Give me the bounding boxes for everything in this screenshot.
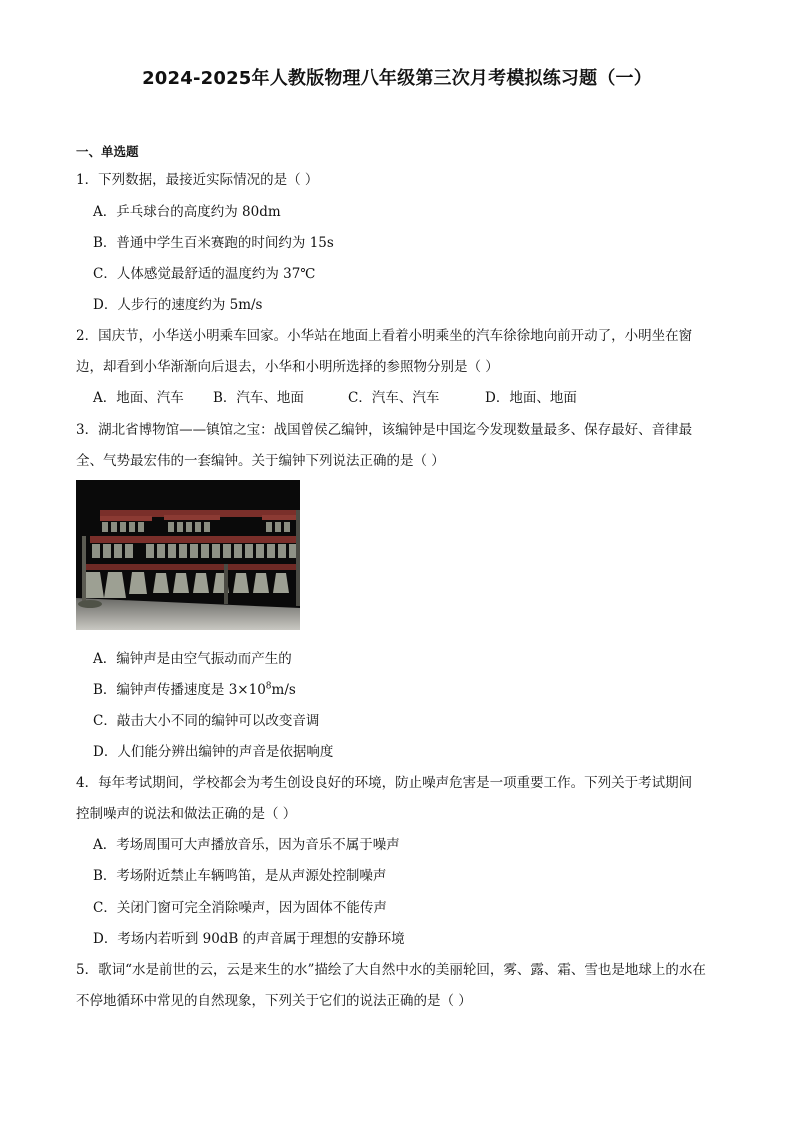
question-2-option-d: D．地面、地面 (485, 390, 577, 406)
question-4-option-a: A．考场周围可大声播放音乐，因为音乐不属于噪声 (93, 837, 400, 853)
question-4-option-c: C．关闭门窗可完全消除噪声，因为固体不能传声 (93, 900, 387, 916)
bells-illustration (76, 480, 300, 630)
question-1-stem: 1．下列数据，最接近实际情况的是（ ） (76, 172, 319, 188)
question-4-stem-line-1: 4．每年考试期间，学校都会为考生创设良好的环境，防止噪声危害是一项重要工作。下列关于考试期间 (76, 775, 693, 791)
question-3-option-d: D．人们能分辨出编钟的声音是依据响度 (93, 744, 334, 760)
question-1-option-c: C．人体感觉最舒适的温度约为 37℃ (93, 266, 316, 282)
question-3-stem-line-2: 全、气势最宏伟的一套编钟。关于编钟下列说法正确的是（ ） (76, 453, 445, 469)
question-3-option-b-unit: m/s (271, 682, 296, 698)
question-5-stem-line-1: 5．歌词“水是前世的云，云是来生的水”描绘了大自然中水的美丽轮回，雾、露、霜、雪也是地球上的水在 (76, 962, 706, 978)
question-2-stem-line-2: 边，却看到小华渐渐向后退去，小华和小明所选择的参照物分别是（ ） (76, 359, 499, 375)
question-2-option-b: B．汽车、地面 (213, 390, 304, 406)
question-3-stem-line-1: 3．湖北省博物馆——镇馆之宝：战国曾侯乙编钟，该编钟是中国迄今发现数量最多、保存最好、音律最 (76, 422, 693, 438)
question-5-stem-line-2: 不停地循环中常见的自然现象，下列关于它们的说法正确的是（ ） (76, 993, 472, 1009)
bianzhong-bells-photo (76, 480, 300, 630)
question-3-option-b-exponent: 8 (265, 681, 272, 692)
question-2-stem-line-1: 2．国庆节，小华送小明乘车回家。小华站在地面上看着小明乘坐的汽车徐徐地向前开动了，小明坐在窗 (76, 328, 693, 344)
question-4-stem-line-2: 控制噪声的说法和做法正确的是（ ） (76, 806, 297, 822)
question-2-option-a: A．地面、汽车 (93, 390, 184, 406)
question-1-option-d: D．人步行的速度约为 5m/s (93, 297, 263, 313)
question-4-option-d: D．考场内若听到 90dB 的声音属于理想的安静环境 (93, 931, 405, 947)
question-4-option-b: B．考场附近禁止车辆鸣笛，是从声源处控制噪声 (93, 868, 387, 884)
question-2-option-c: C．汽车、汽车 (348, 390, 440, 406)
section-heading: 一、单选题 (76, 144, 139, 159)
page-title: 2024-2025年人教版物理八年级第三次月考模拟练习题（一） (142, 68, 652, 89)
question-3-option-a: A．编钟声是由空气振动而产生的 (93, 651, 292, 667)
question-1-option-a: A．乒乓球台的高度约为 80dm (93, 204, 281, 220)
question-3-option-b-text: B．编钟声传播速度是 3×10 (93, 682, 266, 698)
question-3-option-c: C．敲击大小不同的编钟可以改变音调 (93, 713, 320, 729)
question-1-option-b: B．普通中学生百米赛跑的时间约为 15s (93, 235, 334, 251)
question-3-option-b (93, 678, 296, 698)
question-2-options-row (93, 386, 577, 406)
